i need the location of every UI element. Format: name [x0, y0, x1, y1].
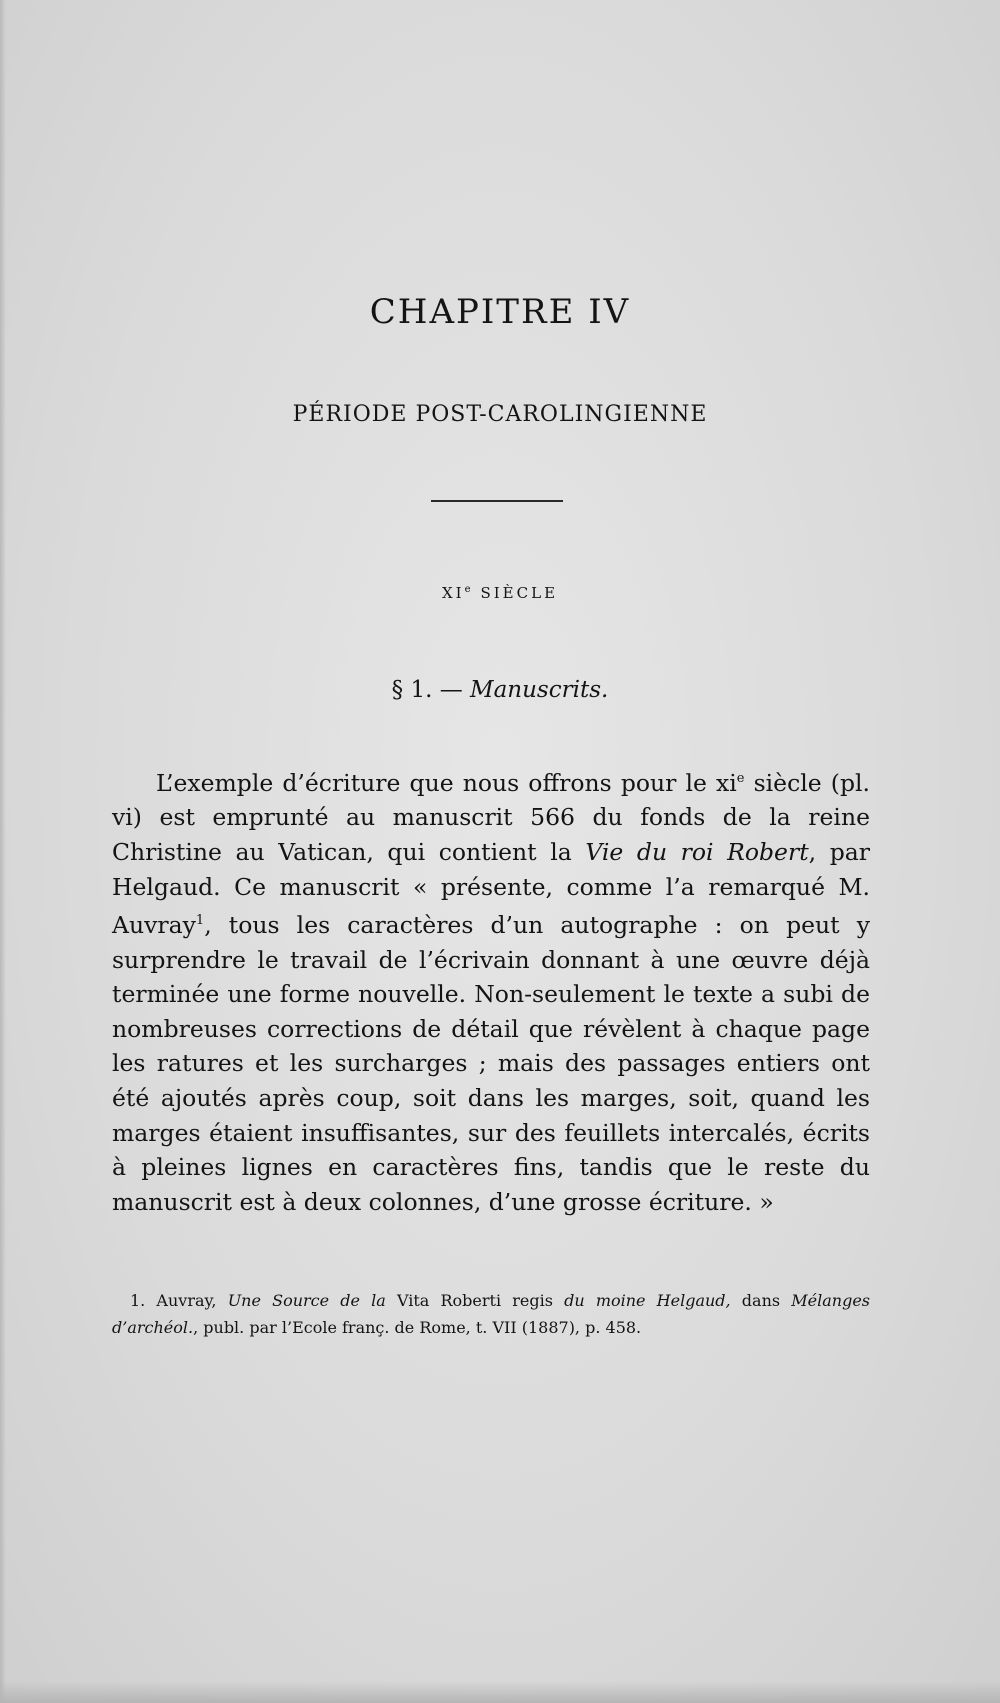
century-numeral: XI	[441, 584, 465, 602]
century-small-caps: xi	[716, 768, 737, 797]
section-dash: —	[439, 677, 463, 703]
footnote-reference: 1	[195, 913, 205, 929]
section-divider-rule	[431, 500, 563, 502]
century-superscript: e	[464, 584, 471, 595]
page-left-edge-shadow	[0, 0, 6, 1703]
century-label: SIÈCLE	[480, 584, 559, 602]
section-number: § 1.	[391, 677, 433, 703]
footnote	[112, 1287, 870, 1341]
body-text-part-1: L’exemple d’écriture que nous offrons pour le	[156, 768, 717, 797]
footnote-text-part-6: , publ. par l’Ecole franç. de Rome, t. VII (1887), p. 458.	[193, 1318, 642, 1337]
body-text-part-4: , par Helgaud. Ce manuscrit « présente, comme l’a remarqué M. Auvray	[112, 838, 870, 940]
chapter-title: CHAPITRE IV	[369, 292, 631, 332]
section-title: Manuscrits.	[470, 677, 609, 703]
body-text-part-2: siècle (pl.	[744, 768, 870, 797]
footnote-number: 1.	[130, 1291, 146, 1310]
footnote-author: Auvray,	[145, 1291, 228, 1310]
work-title: Vie du roi Robert	[585, 838, 809, 867]
body-paragraph	[112, 762, 870, 1219]
section-heading	[0, 677, 1000, 703]
period-title: PÉRIODE POST-CAROLINGIENNE	[292, 402, 708, 427]
plate-reference: vi	[112, 803, 133, 832]
page-bottom-edge-shadow	[0, 1681, 1000, 1703]
footnote-text-part-4: dans	[730, 1291, 792, 1310]
body-text-part-5: , tous les caractères d’un autographe : on peut y surprendre le travail de l’écrivain donnant à une œuvre déjà terminée une forme nouvelle. Non-seulement le texte a subi de nombreuses corrections de détail que révèlent à chaque page les ratures et les surcharges ; mais des passages entiers ont été ajoutés après coup, soit dans les marges, soit, quand les marges étaient insuffisantes, sur des feuillets intercalés, écrits à pleines lignes en caractères fins, tandis que le reste du manuscrit est à deux colonnes, d’une grosse écriture. »	[112, 911, 870, 1216]
footnote-title-part-1: Une Source de la	[227, 1291, 386, 1310]
footnote-title-part-2: Vita Roberti regis	[385, 1291, 565, 1310]
body-text-part-3: ) est emprunté au manuscrit 566 du fonds de la reine Christine au Vatican, qui contient la	[112, 803, 870, 867]
footnote-journal: Mélanges d’archéol.	[112, 1291, 871, 1337]
footnote-title-part-3: du moine Helgaud,	[564, 1291, 731, 1310]
century-heading	[0, 584, 1000, 602]
century-small-superscript: e	[736, 771, 745, 786]
